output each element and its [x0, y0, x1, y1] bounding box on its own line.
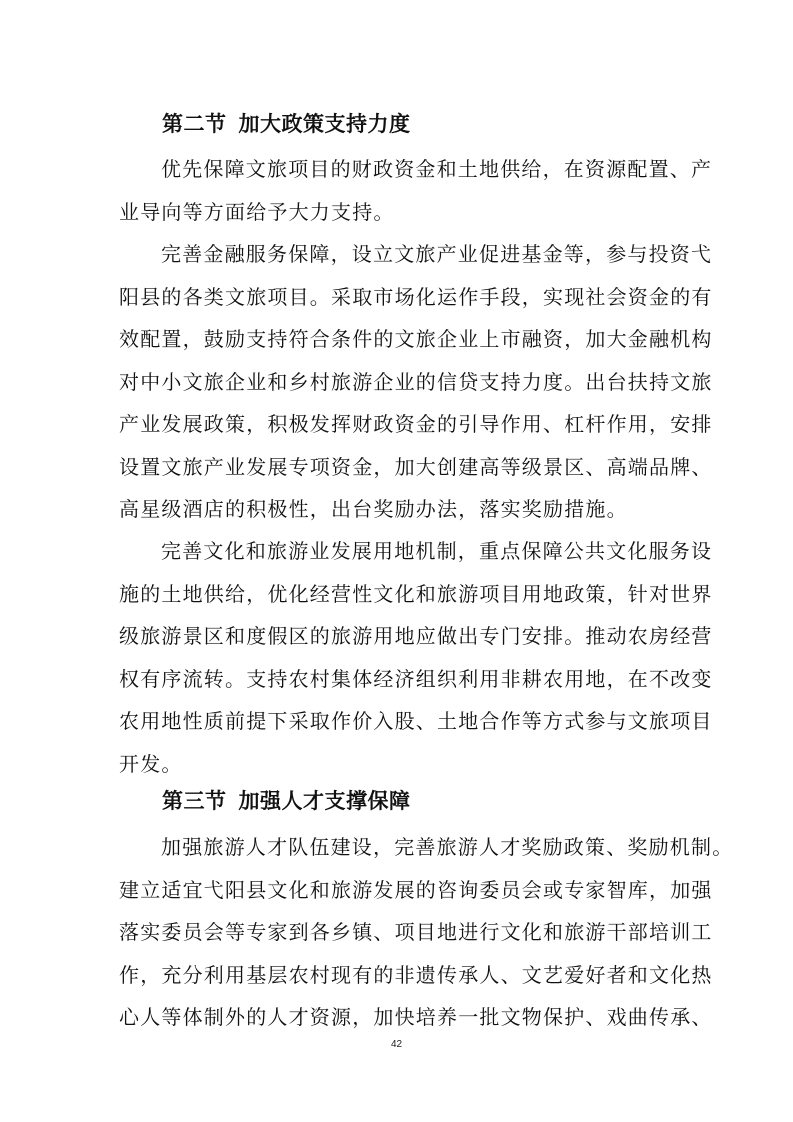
- text-line: 心人等体制外的人才资源，加快培养一批文物保护、戏曲传承、: [119, 1005, 713, 1029]
- page-number: 42: [390, 1039, 403, 1050]
- text-line: 业导向等方面给予大力支持。: [119, 199, 395, 224]
- section-title: 加强人才支撑保障: [238, 789, 411, 813]
- text-line: 建立适宜弋阳县文化和旅游发展的咨询委员会或专家智库，加强: [119, 877, 713, 902]
- section-heading-2: [162, 109, 411, 139]
- text-line: 对中小文旅企业和乡村旅游企业的信贷支持力度。出台扶持文旅: [119, 369, 713, 394]
- text-line: 产业发展政策，积极发挥财政资金的引导作用、杠杆作用，安排: [119, 412, 713, 436]
- text-line: 级旅游景区和度假区的旅游用地应做出专门安排。推动农房经营: [119, 624, 713, 648]
- section-heading-3: [162, 786, 411, 816]
- text-line: 设置文旅产业发展专项资金，加大创建高等级景区、高端品牌、: [119, 454, 713, 479]
- text-line: 开发。: [119, 751, 183, 776]
- text-line: 落实委员会等专家到各乡镇、项目地进行文化和旅游干部培训工: [119, 920, 713, 944]
- text-line: 权有序流转。支持农村集体经济组织利用非耕农用地，在不改变: [119, 666, 713, 691]
- text-line: 施的土地供给，优化经营性文化和旅游项目用地政策，针对世界: [119, 581, 713, 606]
- text-line: 高星级酒店的积极性，出台奖励办法，落实奖励措施。: [119, 497, 628, 521]
- text-line: 效配置，鼓励支持符合条件的文旅企业上市融资，加大金融机构: [119, 327, 713, 351]
- paragraph: [119, 148, 713, 233]
- text-line: 优先保障文旅项目的财政资金和土地供给，在资源配置、产: [161, 157, 713, 181]
- paragraph: [119, 826, 734, 1039]
- section-number: 第三节: [162, 789, 227, 813]
- text-line: 完善文化和旅游业发展用地机制，重点保障公共文化服务设: [161, 539, 713, 563]
- text-line: 阳县的各类文旅项目。采取市场化运作手段，实现社会资金的有: [119, 284, 713, 309]
- text-line: 农用地性质前提下采取作价入股、土地合作等方式参与文旅项目: [119, 709, 713, 733]
- section-title: 加大政策支持力度: [238, 112, 411, 136]
- paragraph: [119, 233, 713, 531]
- section-number: 第二节: [162, 112, 227, 136]
- paragraph: [119, 530, 713, 785]
- text-line: 作，充分利用基层农村现有的非遗传承人、文艺爱好者和文化热: [119, 962, 713, 987]
- text-line: 加强旅游人才队伍建设，完善旅游人才奖励政策、奖励机制。: [161, 835, 734, 859]
- text-line: 完善金融服务保障，设立文旅产业促进基金等，参与投资弋: [161, 242, 713, 266]
